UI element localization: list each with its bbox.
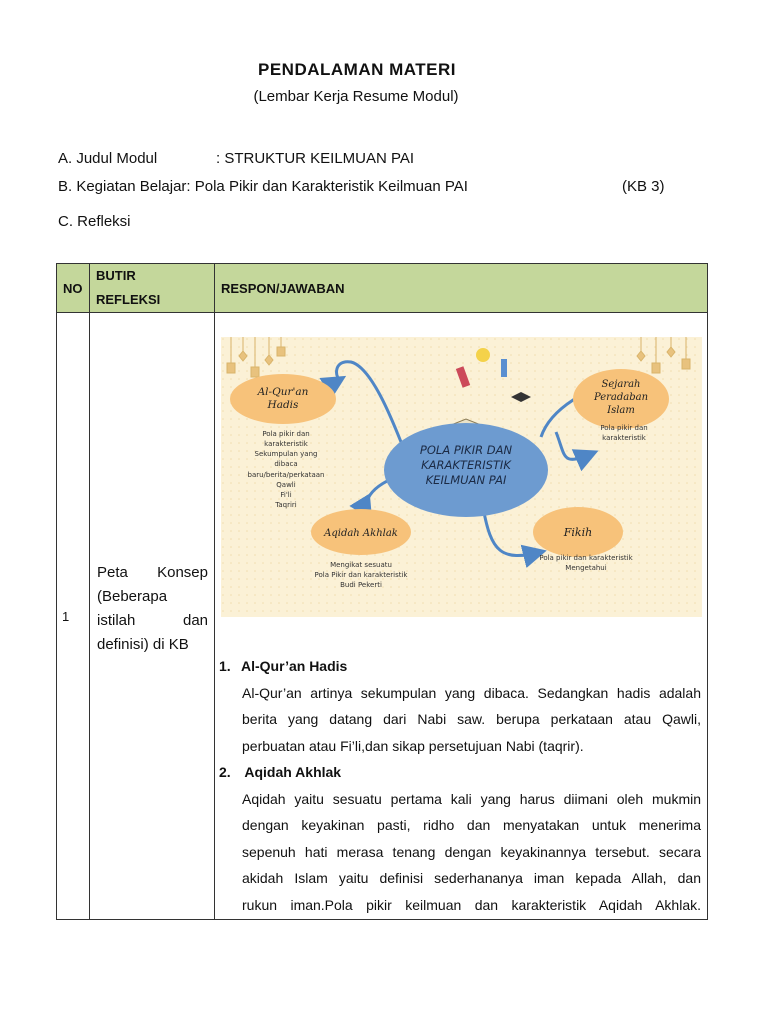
item-title: Al-Qur’an Hadis	[241, 658, 348, 674]
sejarah-desc: karakteristik	[602, 434, 646, 442]
info-row-a	[58, 150, 414, 167]
quran-desc: karakteristik	[264, 440, 308, 448]
paragraph-line: rukun iman.Pola pikir keilmuan dan karakteristik Aqidah Akhlak.	[242, 896, 701, 913]
sejarah-title: Peradaban	[593, 392, 649, 403]
paragraph-line: dengan keyakinan pasti, ridho dan menyatakan untuk menerima	[242, 817, 701, 833]
paragraph-line: Aqidah yaitu sesuatu pertama kali yang harus diimani oleh mukmin	[242, 790, 701, 807]
quran-desc: Qawli	[276, 481, 296, 489]
info-c-label: C. Refleksi	[58, 213, 131, 230]
butir-cell	[90, 313, 215, 920]
aqidah-title: Aqidah Akhlak	[324, 528, 398, 539]
item-heading	[219, 759, 701, 786]
quran-title: Al-Qur'an	[257, 386, 309, 398]
info-a-value: : STRUKTUR KEILMUAN PAI	[216, 150, 415, 167]
sejarah-desc: Pola pikir dan	[600, 424, 648, 432]
paragraph-line: Al-Qur’an artinya sekumpulan yang dibaca. Sedangkan hadis adalah	[242, 684, 701, 701]
info-b-kb: (KB 3)	[622, 178, 665, 195]
sejarah-title: Sejarah	[601, 379, 641, 390]
concept-map-svg	[221, 337, 702, 617]
item-number: 2.	[219, 764, 231, 780]
center-line: KEILMUAN PAI	[425, 473, 507, 487]
paragraph-line: berita yang datang dari Nabi saw. berupa perkataan atau Qawli,	[242, 711, 701, 727]
quran-title: Hadis	[267, 399, 299, 411]
center-line: KARAKTERISTIK	[421, 458, 511, 472]
item-heading	[219, 653, 701, 680]
reflection-table	[56, 263, 708, 920]
document-subtitle: (Lembar Kerja Resume Modul)	[253, 88, 459, 105]
center-line: POLA PIKIR DAN	[419, 443, 513, 457]
header-butir	[90, 264, 215, 313]
butir-line: istilah dan	[97, 612, 208, 629]
paragraph-line: sepenuh hati merasa tenang dengan keyakinannya tersebut. secara	[242, 843, 701, 860]
response-cell	[215, 313, 708, 920]
header-no: NO	[57, 264, 90, 313]
fikih-desc: Pola pikir dan karakteristik	[539, 554, 633, 562]
butir-line: definisi) di KB	[97, 636, 189, 653]
document-title: PENDALAMAN MATERI	[257, 60, 456, 79]
quran-desc: dibaca	[274, 460, 298, 468]
row-number: 1	[57, 313, 90, 920]
paragraph-line: perbuatan atau Fi’li,dan sikap persetujuan Nabi (taqrir).	[242, 737, 584, 754]
quran-desc: Taqriri	[275, 501, 297, 509]
header-butir-line1: BUTIR	[96, 268, 136, 283]
aqidah-desc: Mengikat sesuatu	[330, 561, 392, 569]
info-b-label: B. Kegiatan Belajar	[58, 178, 187, 195]
quran-desc: Fi'li	[280, 491, 292, 499]
butir-line: Peta Konsep	[97, 564, 208, 581]
quran-desc: Pola pikir dan	[262, 430, 310, 438]
quran-desc: Sekumpulan yang	[254, 450, 318, 458]
header-butir-line2: REFLEKSI	[96, 292, 161, 307]
quran-desc: baru/berita/perkataan	[247, 471, 325, 479]
header-respon: RESPON/JAWABAN	[215, 264, 708, 313]
item-title: Aqidah Akhlak	[244, 764, 342, 780]
info-row-b	[58, 178, 468, 195]
paragraph-line: akidah Islam yaitu definisi sederhananya iman kepada Allah, dan	[242, 870, 701, 886]
fikih-title: Fikih	[563, 526, 593, 539]
concept-map-image	[221, 337, 702, 617]
aqidah-desc: Pola Pikir dan karakteristik	[314, 571, 408, 579]
response-content	[219, 653, 701, 918]
fikih-desc: Mengetahui	[565, 564, 607, 572]
table-row	[57, 313, 708, 920]
item-number: 1.	[219, 658, 231, 674]
aqidah-desc: Budi Pekerti	[340, 581, 382, 589]
info-a-label: A. Judul Modul	[58, 150, 158, 167]
table-header-row	[57, 264, 708, 313]
sejarah-title: Islam	[607, 405, 635, 416]
info-b-value: : Pola Pikir dan Karakteristik Keilmuan PAI	[186, 178, 468, 195]
butir-line: (Beberapa	[97, 588, 168, 605]
